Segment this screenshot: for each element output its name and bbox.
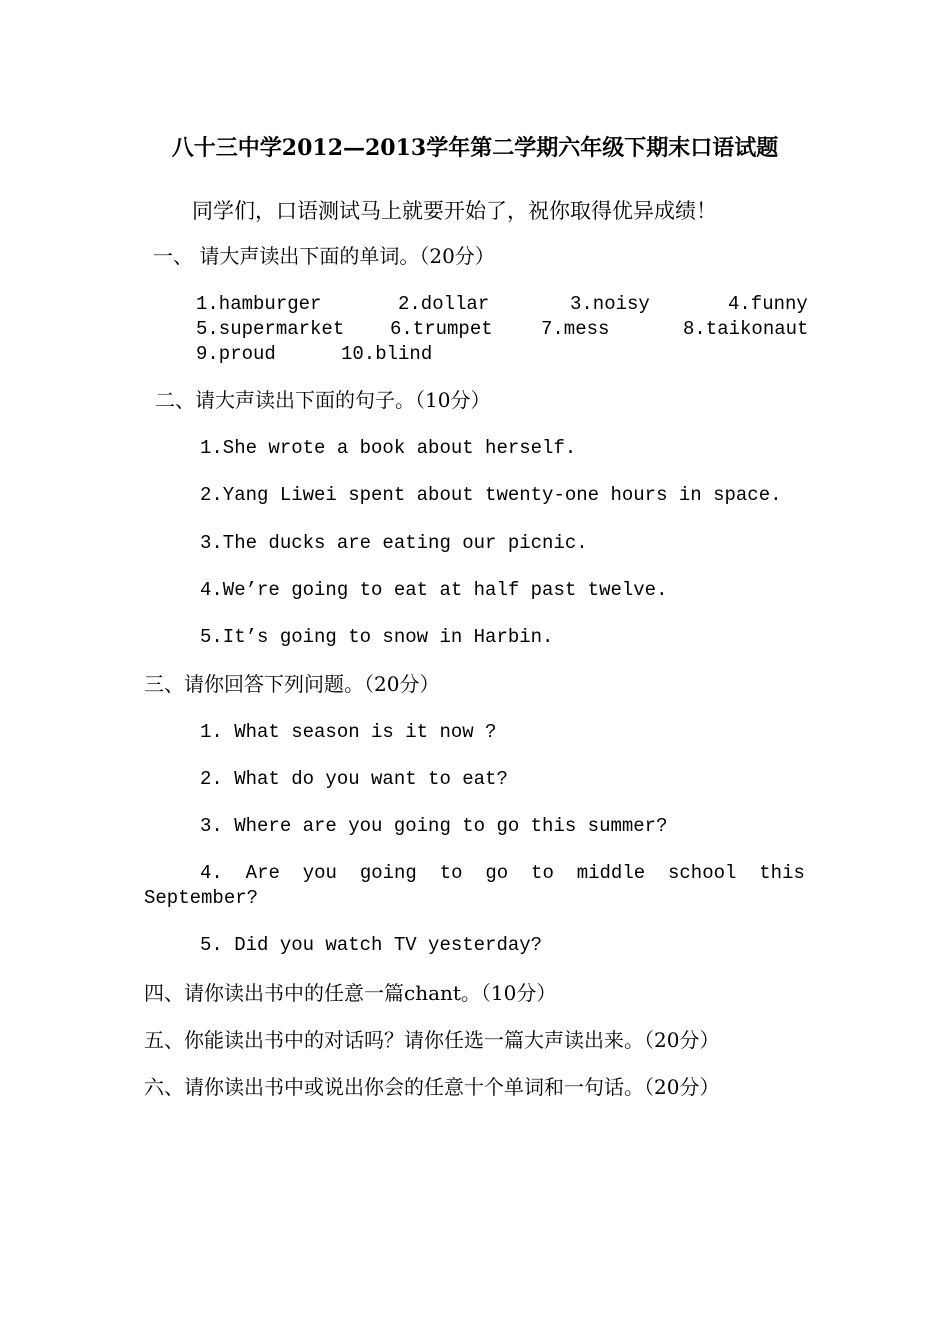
sentence-item: 4.We’re going to eat at half past twelve.	[200, 579, 668, 601]
word-item: 1.hamburger	[196, 293, 322, 315]
question-4-word: go	[485, 862, 509, 884]
question-item: 2. What do you want to eat?	[200, 768, 508, 790]
question-4-word: to	[531, 862, 554, 884]
question-4-word: you	[302, 862, 337, 884]
section-2-heading: 二、请大声读出下面的句子。（10分）	[155, 388, 491, 412]
word-item: 5.supermarket	[196, 318, 345, 340]
page-title: 八十三中学2012—2013学年第二学期六年级下期末口语试题	[171, 135, 779, 161]
word-item: 7.mess	[541, 318, 610, 340]
sentence-item: 1.She wrote a book about herself.	[200, 437, 577, 459]
sentence-item: 5.It’s going to snow in Harbin.	[200, 626, 554, 648]
section-4-heading: 四、请你读出书中的任意一篇chant。（10分）	[144, 981, 557, 1005]
section-6-heading: 六、请你读出书中或说出你会的任意十个单词和一句话。（20分）	[144, 1075, 720, 1099]
section-3-heading: 三、请你回答下列问题。（20分）	[144, 672, 440, 696]
word-item: 6.trumpet	[390, 318, 493, 340]
sentence-item: 2.Yang Liwei spent about twenty-one hours in space.	[200, 484, 782, 506]
word-item: 3.noisy	[570, 293, 650, 315]
word-item: 4.funny	[728, 293, 808, 315]
question-4-word: 4.	[200, 862, 223, 884]
question-4-word: going	[359, 862, 417, 884]
section-5-heading: 五、你能读出书中的对话吗？请你任选一篇大声读出来。（20分）	[144, 1028, 720, 1052]
question-item: September?	[144, 887, 259, 909]
question-4-word: to	[439, 862, 463, 884]
word-item: 9.proud	[196, 343, 276, 365]
question-4-word: school	[668, 862, 737, 884]
question-item: 5. Did you watch TV yesterday?	[200, 934, 543, 956]
word-item: 2.dollar	[398, 293, 490, 315]
greeting-text: 同学们，口语测试马上就要开始了，祝你取得优异成绩！	[192, 199, 717, 223]
question-4-line	[200, 860, 805, 886]
question-4-word: middle	[576, 862, 646, 884]
question-item: 1. What season is it now ?	[200, 721, 497, 743]
question-item: 3. Where are you going to go this summer?	[200, 815, 668, 837]
section-1-heading: 一、 请大声读出下面的单词。（20分）	[153, 244, 495, 268]
word-item: 10.blind	[341, 343, 433, 365]
question-4-word: Are	[245, 862, 280, 884]
word-item: 8.taikonaut	[683, 318, 809, 340]
question-4-word: this	[759, 862, 805, 884]
sentence-item: 3.The ducks are eating our picnic.	[200, 532, 588, 554]
